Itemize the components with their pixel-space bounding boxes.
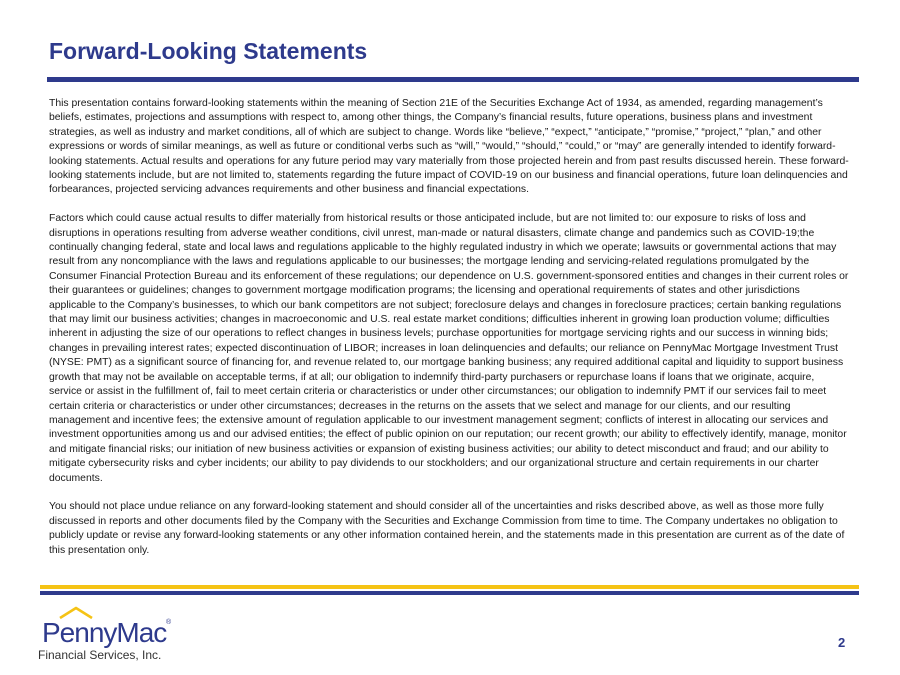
footer-divider-gold [40,585,859,589]
body-text [49,97,849,572]
page-title: Forward-Looking Statements [49,38,368,64]
logo-subtitle: Financial Services, Inc. [38,648,162,662]
footer-divider-blue [40,591,859,595]
paragraph-reliance: You should not place undue reliance on any forward-looking statement and should consider all of the uncertainties and risks described above, as well as those more fully discussed in reports and other documents filed by the Company with the Securities and Exchange Commission from time to time. The Company undertakes no obligation to publicly update or revise any forward-looking statements or any other information contained herein, and the statements made in this presentation are current as of the date of this presentation only. [49,501,845,556]
logo-wordmark: PennyMac [42,617,167,648]
paragraph-intro: This presentation contains forward-looking statements within the meaning of Section 21E of the Securities Exchange Act of 1934, as amended, regarding management’s beliefs, estimates, projections and assumptions with respect to, among other things, the Company’s financial results, future operations, business plans and investment strategies, as well as industry and market conditions, all of which are subject to change. Words like “believe,” “expect,” “anticipate,” “promise,” “project,” “plan,” and other expressions or words of similar meanings, as well as future or conditional verbs such as “will,” “would,” “should,” “could,” or “may” are generally intended to identify forward-looking statements. Actual results and operations for any future period may vary materially from those projected herein and from past results discussed herein. These forward-looking statements include, but are not limited to, statements regarding the future impact of COVID-19 on our business and financial operations, future loan delinquencies and forbearances, projected servicing advances requirements and other business and financial expectations. [49,98,849,196]
paragraph-factors: Factors which could cause actual results to differ materially from historical results or those anticipated include, but are not limited to: our exposure to risks of loss and disruptions in operations resulting from adverse weather conditions, civil unrest, man-made or natural disasters, climate change and pandemics such as COVID-19;the continually changing federal, state and local laws and regulations applicable to the highly regulated industry in which we operate; lawsuits or governmental actions that may result from any noncompliance with the laws and regulations applicable to our businesses; the mortgage lending and servicing-related regulations promulgated by the Consumer Financial Protection Bureau and its enforcement of these regulations; our dependence on U.S. government-sponsored entities and changes in their current roles or their guarantees or guidelines; changes to government mortgage modification programs; the licensing and operational requirements of states and other jurisdictions applicable to the Company’s businesses, to which our bank competitors are not subject; foreclosure delays and changes in foreclosure practices; certain banking regulations that may limit our business activities; changes in macroeconomic and U.S. real estate market conditions; difficulties inherent in growing loan production volume; difficulties inherent in adjusting the size of our operations to reflect changes in business levels; purchase opportunities for mortgage servicing rights and our success in winning bids; changes in prevailing interest rates; expected discontinuation of LIBOR; increases in loan delinquencies and defaults; our reliance on PennyMac Mortgage Investment Trust (NYSE: PMT) as a significant source of financing for, and revenue related to, our mortgage banking business; any required additional capital and liquidity to support business growth that may not be available on acceptable terms, if at all; our obligation to indemnify third-party purchasers or repurchase loans if loans that we originate, acquire, service or assist in the fulfillment of, fail to meet certain criteria or characteristics or under other circumstances; our obligation to indemnify PMT if our services fail to meet certain criteria or characteristics or under other circumstances; decreases in the returns on the assets that we select and manage for our clients, and our resulting management and incentive fees; the extensive amount of regulation applicable to our investment management segment; conflicts of interest in allocating our services and investment opportunities among us and our advised entities; the effect of public opinion on our reputation; our recent growth; our ability to effectively identify, manage, monitor and mitigate financial risks; our initiation of new business activities or expansion of existing business activities; our ability to detect misconduct and fraud; and our ability to mitigate cybersecurity risks and cyber incidents; our ability to pay dividends to our stockholders; and our organizational structure and certain requirements in our charter documents. [49,213,849,484]
title-divider [47,77,859,82]
registered-mark: ® [166,619,172,626]
page-number: 2 [838,635,846,650]
